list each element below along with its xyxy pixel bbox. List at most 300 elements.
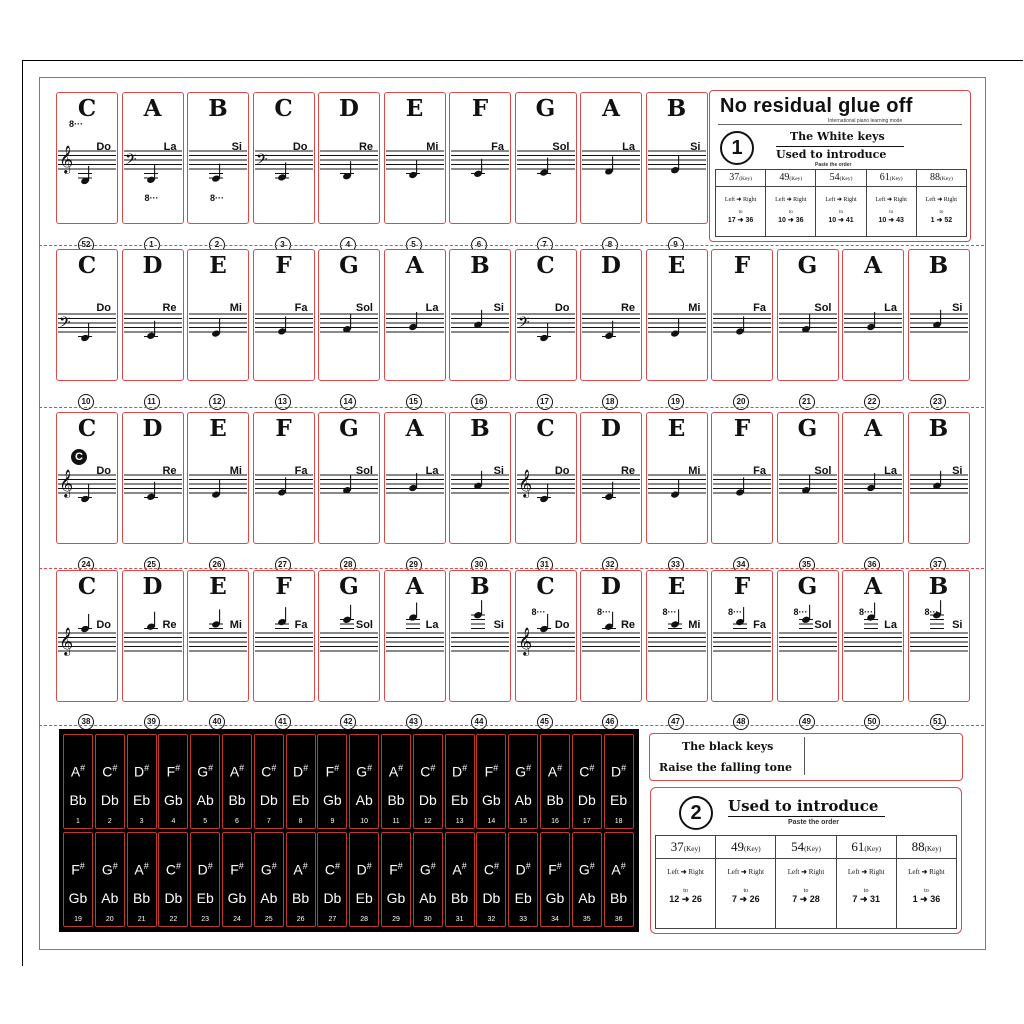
sharp-symbol: # (461, 861, 467, 871)
arrow-right-icon: ➜ (680, 868, 687, 876)
solfege-label: Mi (229, 619, 242, 631)
black-key-sticker (540, 832, 570, 927)
key-range (816, 216, 865, 224)
note-letter: C (77, 252, 97, 279)
to-label: to (683, 888, 688, 894)
white-key-sticker (122, 412, 184, 544)
key-number-label: 51 (930, 714, 946, 730)
black-keys-label-box (649, 733, 963, 781)
black-key-number: 3 (139, 818, 144, 825)
note-letter: D (601, 573, 621, 600)
black-key-number: 17 (582, 818, 591, 825)
white-key-sticker (646, 412, 708, 544)
arrow-right-icon: ➜ (736, 197, 742, 203)
octave-mark: 8··· (597, 607, 611, 617)
note-letter: E (209, 415, 227, 442)
sharp-name (382, 861, 410, 878)
range-to: 31 (870, 894, 881, 904)
solfege-label: Mi (229, 465, 242, 477)
black-key-number: 26 (296, 916, 305, 923)
note-letter: A (864, 415, 882, 442)
sharp-note: D (515, 861, 526, 878)
black-key-sticker (381, 734, 411, 829)
solfege-label: Sol (355, 619, 373, 631)
key-number-label: 8 (602, 237, 618, 253)
key-number-label: 27 (275, 557, 291, 573)
sharp-note: G (260, 861, 272, 878)
to-label: to (863, 888, 869, 894)
key-number-label: 7 (537, 237, 553, 253)
white-key-sticker (711, 570, 773, 702)
flat-name: Eb (355, 890, 373, 906)
note-letter: D (601, 252, 621, 279)
note-letter: E (405, 95, 424, 122)
solfege-label: Fa (753, 302, 766, 314)
key-count-value: 37 (729, 172, 740, 183)
black-key-number: 32 (487, 916, 496, 923)
black-key-sticker (63, 832, 93, 927)
note-letter: A (143, 95, 162, 122)
black-key-number: 4 (171, 818, 176, 825)
key-number (862, 393, 882, 413)
white-key-sticker (646, 570, 708, 702)
step-1-badge: 1 (720, 131, 754, 165)
flat-name: Gb (386, 890, 406, 906)
flat-name: Bb (133, 890, 151, 906)
sharp-note: G (578, 861, 590, 878)
sharp-symbol: # (334, 861, 340, 871)
svg-text:𝄢: 𝄢 (517, 314, 530, 335)
key-number-label: 21 (799, 394, 815, 410)
solfege-label: Si (493, 302, 504, 314)
solfege-label: Do (96, 465, 111, 477)
flat-name: Bb (69, 792, 87, 808)
white-key-sticker (646, 92, 708, 224)
key-number (142, 393, 162, 413)
divider (776, 858, 835, 859)
middle-c-badge: C (71, 449, 87, 465)
key-number-label: 36 (864, 557, 880, 573)
solfege-label: Re (162, 619, 177, 631)
to-label: to (803, 888, 809, 894)
note-letter: F (733, 415, 751, 442)
left-right-label (716, 196, 765, 203)
white-key-sticker (56, 570, 118, 702)
solfege-label: Si (231, 141, 242, 153)
left-right-label (656, 868, 715, 876)
key-number (338, 393, 358, 413)
flat-name: Db (259, 792, 278, 808)
solfege-label: Sol (552, 141, 570, 153)
note-letter: F (471, 95, 489, 122)
to-label: to (939, 210, 944, 215)
key-number (928, 713, 948, 733)
flat-name: Db (418, 792, 437, 808)
sharp-note: C (579, 763, 590, 780)
right-label: Right (688, 868, 704, 876)
octave-mark: 8··· (859, 607, 873, 617)
sharp-name (605, 763, 633, 780)
key-number-label: 39 (144, 714, 160, 730)
left-label: Left (667, 868, 679, 876)
white-key-sticker (187, 249, 249, 381)
note-letter: E (209, 573, 227, 600)
key-count-value: 61 (879, 172, 890, 183)
flat-name: Ab (578, 890, 596, 906)
key-unit: (Key) (864, 845, 882, 853)
white-key-sticker (318, 570, 380, 702)
svg-text:𝄞: 𝄞 (59, 627, 74, 655)
sharp-symbol: # (589, 763, 595, 773)
divider (728, 816, 885, 817)
sharp-note: C (165, 861, 176, 878)
black-key-number: 10 (360, 818, 369, 825)
black-key-sticker (508, 734, 538, 829)
key-number (797, 713, 817, 733)
key-number-label: 50 (864, 714, 880, 730)
white-key-sticker (777, 412, 839, 544)
note-letter: F (733, 573, 751, 600)
flat-name: Bb (451, 890, 469, 906)
divider (897, 858, 956, 859)
divider (716, 186, 765, 187)
right-label: Right (843, 197, 857, 203)
sharp-name (350, 763, 378, 780)
sharp-note: C (261, 763, 272, 780)
sharp-symbol: # (493, 861, 499, 871)
key-number-label: 10 (78, 394, 94, 410)
sharp-symbol: # (238, 861, 244, 871)
black-key-sticker (286, 832, 316, 927)
key-number (76, 393, 96, 413)
black-key-number: 24 (233, 916, 241, 923)
key-count-value: 88 (930, 172, 940, 183)
sharp-name (255, 861, 283, 878)
black-key-number: 22 (169, 916, 178, 923)
note-letter: B (470, 573, 490, 600)
sharp-name (287, 861, 315, 878)
white-key-sticker (515, 570, 577, 702)
sharp-note: G (515, 763, 527, 780)
arrow-right-icon: ➜ (859, 894, 868, 904)
sharp-name (223, 861, 251, 878)
key-number (273, 393, 293, 413)
key-number-label: 35 (799, 557, 815, 573)
sharp-name (509, 861, 537, 878)
note-letter: C (77, 573, 97, 600)
white-key-sticker (580, 412, 642, 544)
flat-name: Gb (164, 792, 183, 808)
flat-name: Eb (451, 792, 469, 808)
octave-mark: 8··· (728, 607, 742, 617)
key-number-label: 47 (668, 714, 684, 730)
black-key-sticker (286, 734, 316, 829)
sharp-name (446, 861, 474, 878)
black-key-number: 30 (423, 916, 432, 923)
key-count (776, 839, 835, 855)
key-number-label: 32 (602, 557, 618, 573)
black-key-number: 31 (455, 916, 464, 923)
white-key-sticker (56, 412, 118, 544)
range-from: 17 (727, 217, 736, 224)
sharp-symbol: # (462, 763, 468, 773)
key-number-label: 44 (471, 714, 487, 730)
white-key-sticker (253, 412, 315, 544)
left-right-label (816, 196, 865, 203)
used-to-introduce-label: Used to introduce (776, 148, 887, 161)
key-number-label: 49 (799, 714, 815, 730)
white-key-sticker (580, 249, 642, 381)
black-key-number: 8 (298, 818, 303, 825)
key-range (656, 894, 715, 905)
sharp-symbol: # (525, 861, 531, 871)
sharp-name (605, 861, 633, 878)
white-key-sticker (908, 570, 970, 702)
flat-name: Ab (514, 792, 532, 808)
solfege-label: Si (493, 619, 504, 631)
range-to: 36 (745, 217, 754, 224)
black-key-sticker (222, 832, 252, 927)
note-letter: B (928, 252, 949, 279)
white-key-sticker (842, 249, 904, 381)
sharp-note: G (101, 861, 113, 878)
white-key-sticker (187, 570, 249, 702)
range-to: 36 (795, 217, 804, 224)
black-key-number: 23 (201, 916, 210, 923)
sharp-symbol: # (397, 861, 403, 871)
black-key-number: 29 (392, 916, 400, 923)
sharp-symbol: # (112, 861, 118, 871)
key-number (469, 393, 489, 413)
solfege-label: Sol (355, 465, 373, 477)
octave-mark: 8··· (662, 607, 677, 617)
solfege-label: Si (952, 465, 963, 477)
black-key-number: 9 (330, 818, 335, 825)
note-letter: D (142, 252, 163, 279)
sharp-symbol: # (556, 861, 562, 871)
svg-text:𝄢: 𝄢 (59, 314, 71, 335)
white-key-sticker (56, 249, 118, 381)
black-key-sticker (572, 734, 602, 829)
note-letter: G (339, 252, 359, 279)
key-number-label: 30 (471, 557, 487, 573)
key-count-value: 49 (730, 839, 744, 854)
sharp-symbol: # (207, 861, 213, 871)
black-key-number: 6 (235, 818, 239, 825)
key-number (928, 393, 948, 413)
key-count (917, 172, 966, 183)
black-key-sticker (604, 832, 634, 927)
black-key-sticker (349, 832, 379, 927)
sharp-note: D (293, 763, 304, 780)
black-key-sticker (158, 734, 188, 829)
white-key-sticker (384, 249, 446, 381)
sharp-note: F (71, 861, 80, 878)
arrow-right-icon: ➜ (739, 894, 748, 904)
sharp-note: A (229, 763, 240, 780)
white-keys-info-box (709, 90, 971, 242)
sharp-symbol: # (430, 763, 436, 773)
black-key-number: 16 (551, 818, 559, 825)
white-key-sticker (122, 570, 184, 702)
black-key-number: 34 (551, 916, 559, 923)
key-number-label: 18 (602, 394, 618, 410)
solfege-label: Do (96, 302, 111, 314)
key-unit: (Key) (804, 845, 821, 853)
range-from: 12 (669, 894, 680, 904)
key-number-label: 1 (144, 237, 160, 253)
key-unit: (Key) (940, 176, 953, 182)
flat-name: Db (482, 890, 501, 906)
key-count-column (716, 836, 776, 928)
key-number-label: 26 (209, 557, 225, 573)
solfege-label: Re (358, 141, 373, 153)
sharp-name (159, 861, 187, 878)
note-letter: E (667, 573, 686, 600)
to-label: to (924, 888, 929, 894)
flat-name: Db (323, 890, 342, 906)
white-key-sticker (711, 412, 773, 544)
white-keys-title: The White keys (790, 130, 885, 143)
key-number-label: 20 (733, 394, 749, 410)
octave-mark: 8··· (793, 607, 808, 617)
key-count (837, 839, 896, 855)
solfege-label: Si (493, 465, 504, 477)
key-number-label: 52 (78, 237, 94, 253)
key-number-label: 5 (406, 237, 422, 253)
key-unit: (Key) (889, 176, 903, 182)
sharp-symbol: # (430, 861, 436, 871)
key-number-label: 14 (340, 394, 356, 410)
arrow-right-icon: ➜ (937, 197, 943, 203)
note-letter: F (733, 252, 751, 279)
key-number (731, 713, 751, 733)
note-letter: A (864, 252, 882, 279)
sharp-name (573, 763, 601, 780)
flat-name: Bb (292, 890, 310, 906)
key-range (716, 894, 775, 905)
left-right-label (897, 868, 956, 876)
sharp-note: F (230, 861, 239, 878)
key-unit: (Key) (739, 176, 753, 182)
key-number (404, 393, 424, 413)
arrow-right-icon: ➜ (921, 868, 928, 876)
black-key-number: 13 (455, 818, 464, 825)
black-key-number: 7 (266, 818, 271, 825)
sharp-note: A (452, 861, 462, 878)
arrow-right-icon: ➜ (737, 217, 744, 224)
divider (716, 858, 775, 859)
arrow-right-icon: ➜ (836, 197, 842, 203)
solfege-label: La (884, 619, 897, 631)
divider (656, 858, 715, 859)
sharp-note: A (134, 861, 144, 878)
key-range (837, 894, 896, 905)
range-to: 43 (896, 217, 904, 224)
key-unit: (Key) (839, 176, 853, 182)
solfege-label: Mi (688, 302, 701, 314)
sharp-note: A (611, 861, 621, 878)
key-number (797, 393, 817, 413)
step-2-badge: 2 (679, 796, 713, 830)
sharp-name (573, 861, 601, 878)
key-unit: (Key) (924, 845, 942, 853)
key-count-value: 37 (670, 839, 684, 854)
white-key-sticker (384, 412, 446, 544)
black-key-sticker (317, 832, 347, 927)
key-number (207, 393, 227, 413)
black-key-sticker (190, 734, 220, 829)
note-letter: E (667, 252, 686, 279)
key-number-label: 38 (78, 714, 94, 730)
solfege-label: Mi (229, 302, 242, 314)
right-label: Right (943, 197, 958, 203)
solfege-label: Re (162, 465, 177, 477)
divider (816, 186, 865, 187)
range-from: 7 (852, 894, 858, 904)
note-letter: C (536, 252, 555, 279)
key-count (766, 172, 815, 183)
key-count (716, 839, 775, 855)
range-to: 41 (845, 217, 854, 224)
sharp-name (287, 763, 315, 780)
note-letter: G (797, 573, 818, 600)
sharp-symbol: # (271, 861, 277, 871)
note-letter: G (339, 573, 359, 600)
key-count-value: 49 (779, 172, 790, 183)
note-letter: C (77, 95, 97, 122)
left-label: Left (775, 197, 786, 203)
solfege-label: Fa (753, 619, 766, 631)
white-key-sticker (908, 412, 970, 544)
sharp-name (191, 763, 219, 780)
sharp-symbol: # (367, 763, 373, 773)
white-key-sticker (515, 92, 577, 224)
key-number-label: 41 (275, 714, 291, 730)
black-key-number: 27 (328, 916, 337, 923)
flat-name: Gb (323, 792, 342, 808)
sharp-name (541, 763, 569, 780)
solfege-label: Do (96, 619, 111, 631)
white-key-sticker (842, 412, 904, 544)
white-key-sticker (187, 412, 249, 544)
subtitle: International piano learning mode (828, 118, 903, 124)
key-unit: (Key) (743, 845, 761, 853)
note-letter: F (275, 252, 292, 279)
note-letter: G (797, 415, 818, 442)
key-unit: (Key) (789, 176, 803, 182)
sharp-name (128, 861, 156, 878)
svg-text:𝄞: 𝄞 (517, 627, 532, 655)
note-letter: C (536, 573, 555, 600)
black-keys-panel (59, 729, 639, 932)
divider (867, 186, 916, 187)
arrow-right-icon: ➜ (838, 217, 844, 224)
key-count-column (716, 170, 766, 236)
solfege-label: Mi (426, 141, 439, 153)
white-key-sticker (122, 92, 184, 224)
sharp-note: D (134, 763, 145, 780)
sharp-name (64, 861, 92, 878)
key-range (867, 216, 916, 224)
left-right-label (766, 196, 815, 203)
left-right-label (716, 868, 775, 876)
flat-name: Gb (227, 890, 247, 906)
flat-name: Db (100, 792, 119, 808)
white-key-sticker (515, 412, 577, 544)
svg-text:𝄢: 𝄢 (255, 151, 268, 172)
solfege-label: Do (554, 619, 570, 631)
